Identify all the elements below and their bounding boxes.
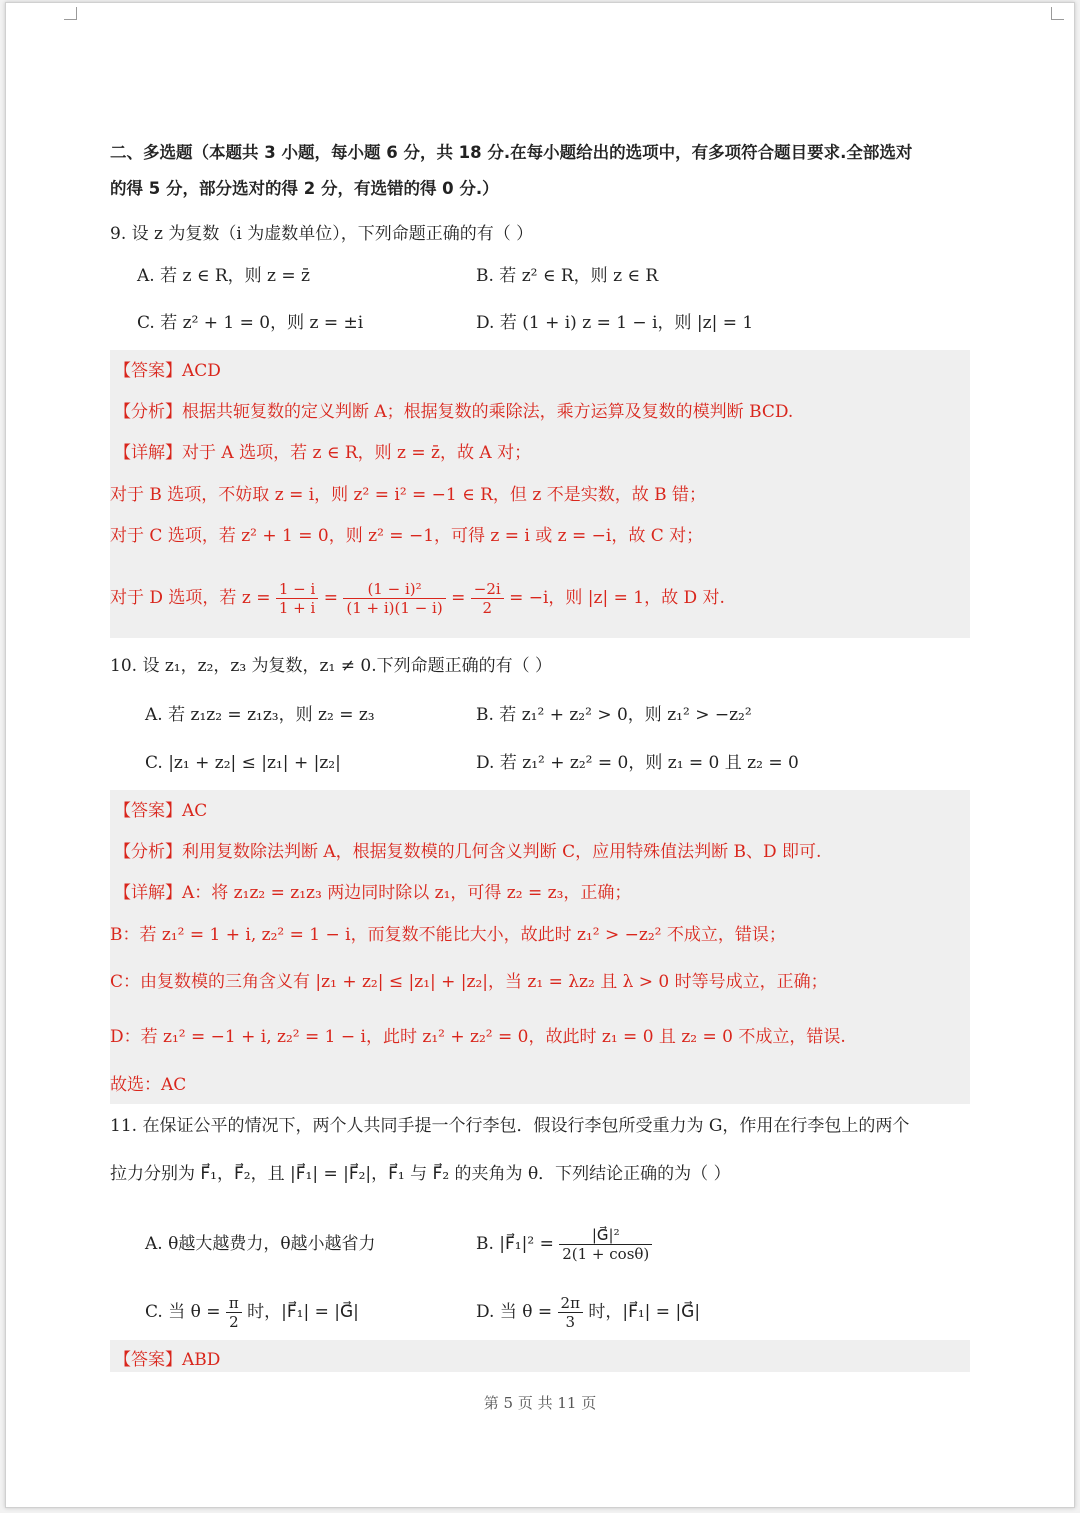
q9-answer: 【答案】ACD — [114, 361, 221, 381]
q9-option-a: A. 若 z ∈ R，则 z = z̄ — [137, 266, 311, 286]
q10-detail-3: C：由复数模的三角含义有 |z₁ + z₂| ≤ |z₁| + |z₂|，当 z₁ = λz₂ 且 λ > 0 时等号成立，正确； — [110, 972, 828, 992]
q11-option-b — [476, 1216, 652, 1272]
q11-option-d-prefix: D. 当 θ = — [476, 1302, 553, 1322]
crop-mark-top-left — [64, 7, 77, 20]
q9-fraction-1 — [276, 580, 318, 617]
q9-detail-4: 对于 D 选项，若 z = $\frac{1 - i}{1 + i}$ = $\frac{\text{(1 − i)²}}{(1 + i)(1 - i)}$ = $\frac{-2i}{2}$ = −i，则 |z| = 1，故 D 对. — [110, 580, 725, 617]
q11-option-b-fraction — [559, 1226, 652, 1263]
q9-detail-4-prefix: 对于 D 选项，若 z = — [110, 588, 271, 608]
q9-detail-1: 【详解】对于 A 选项，若 z ∈ R，则 z = z̄，故 A 对； — [114, 443, 532, 463]
q10-analysis: 【分析】利用复数除法判断 A，根据复数模的几何含义判断 C，应用特殊值法判断 B、D 即可. — [114, 842, 822, 862]
q9-stem: 9. 设 z 为复数（i 为虚数单位），下列命题正确的有（ ） — [110, 224, 534, 244]
q9-fraction-1-den: 1 + i — [278, 599, 316, 617]
q11-option-c — [145, 1284, 359, 1340]
section-heading-line1: 二、多选题（本题共 3 小题，每小题 6 分，共 18 分.在每小题给出的选项中，有多项符合题目要求.全部选对 — [110, 143, 913, 162]
q11-answer: 【答案】ABD — [114, 1350, 221, 1370]
q11-stem-line1: 11. 在保证公平的情况下，两个人共同手提一个行李包．假设行李包所受重力为 G，作用在行李包上的两个 — [110, 1116, 910, 1136]
q9-option-d: D. 若 (1 + i) z = 1 − i，则 |z| = 1 — [476, 313, 754, 333]
q11-option-b-prefix: B. |F⃗₁|² = — [476, 1234, 554, 1254]
q10-detail-4: D：若 z₁² = −1 + i, z₂² = 1 − i，此时 z₁² + z₂² = 0，故此时 z₁ = 0 且 z₂ = 0 不成立，错误. — [110, 1027, 846, 1047]
q11-option-d-fraction — [558, 1294, 583, 1331]
q9-fraction-3-den: 2 — [482, 599, 492, 617]
q11-option-b-den: 2(1 + cosθ) — [562, 1245, 650, 1263]
q11-option-d-num: 2π — [558, 1294, 583, 1313]
q9-analysis: 【分析】根据共轭复数的定义判断 A；根据复数的乘除法，乘方运算及复数的模判断 BCD. — [114, 402, 794, 422]
q9-fraction-2 — [343, 580, 445, 617]
crop-mark-top-right — [1051, 7, 1064, 20]
q11-option-c-prefix: C. 当 θ = — [145, 1302, 221, 1322]
q10-stem: 10. 设 z₁，z₂，z₃ 为复数，z₁ ≠ 0.下列命题正确的有（ ） — [110, 656, 553, 676]
q9-fraction-3 — [471, 580, 504, 617]
q9-detail-2: 对于 B 选项，不妨取 z = i，则 z² = i² = −1 ∈ R，但 z 不是实数，故 B 错； — [110, 485, 706, 505]
q9-fraction-3-num: −2i — [471, 580, 504, 599]
q11-option-a: A. θ越大越费力，θ越小越省力 — [145, 1234, 376, 1254]
q10-option-a: A. 若 z₁z₂ = z₁z₃，则 z₂ = z₃ — [145, 705, 375, 725]
q11-option-d — [476, 1284, 700, 1340]
q11-option-c-fraction — [226, 1294, 242, 1331]
q10-detail-5: 故选：AC — [110, 1075, 187, 1095]
q10-option-d: D. 若 z₁² + z₂² = 0，则 z₁ = 0 且 z₂ = 0 — [476, 753, 799, 773]
q10-answer: 【答案】AC — [114, 801, 208, 821]
q9-fraction-2-num: (1 − i)² — [343, 580, 445, 599]
q9-fraction-2-den: (1 + i)(1 − i) — [346, 599, 443, 617]
q11-option-c-suffix: 时，|F⃗₁| = |G⃗| — [247, 1302, 359, 1322]
q10-option-c: C. |z₁ + z₂| ≤ |z₁| + |z₂| — [145, 753, 341, 773]
q9-option-c: C. 若 z² + 1 = 0，则 z = ±i — [137, 313, 364, 333]
q10-detail-2: B：若 z₁² = 1 + i, z₂² = 1 − i，而复数不能比大小，故此时 z₁² > −z₂² 不成立，错误； — [110, 925, 786, 945]
q11-option-d-suffix: 时，|F⃗₁| = |G⃗| — [588, 1302, 701, 1322]
q11-option-d-den: 3 — [565, 1313, 575, 1331]
q9-detail-4-suffix: = −i，则 |z| = 1，故 D 对. — [509, 588, 725, 608]
q11-stem-line2: 拉力分别为 F⃗₁，F⃗₂，且 |F⃗₁| = |F⃗₂|，F⃗₁ 与 F⃗₂ 的夹角为 θ．下列结论正确的为（ ） — [110, 1164, 731, 1184]
section-heading-line2: 的得 5 分，部分选对的得 2 分，有选错的得 0 分.） — [110, 179, 499, 198]
q11-option-b-num: |G⃗|² — [559, 1226, 652, 1245]
q9-fraction-1-num: 1 − i — [276, 580, 318, 599]
q11-answer-box — [110, 1340, 970, 1372]
page-footer: 第 5 页 共 11 页 — [483, 1394, 597, 1412]
q9-detail-3: 对于 C 选项，若 z² + 1 = 0，则 z² = −1，可得 z = i 或 z = −i，故 C 对； — [110, 526, 704, 546]
q11-option-c-den: 2 — [229, 1313, 239, 1331]
q10-option-b: B. 若 z₁² + z₂² > 0，则 z₁² > −z₂² — [476, 705, 752, 725]
q10-detail-1: 【详解】A：将 z₁z₂ = z₁z₃ 两边同时除以 z₁，可得 z₂ = z₃，正确； — [114, 883, 632, 903]
q9-option-b: B. 若 z² ∈ R，则 z ∈ R — [476, 266, 659, 286]
q11-option-c-num: π — [226, 1294, 242, 1313]
